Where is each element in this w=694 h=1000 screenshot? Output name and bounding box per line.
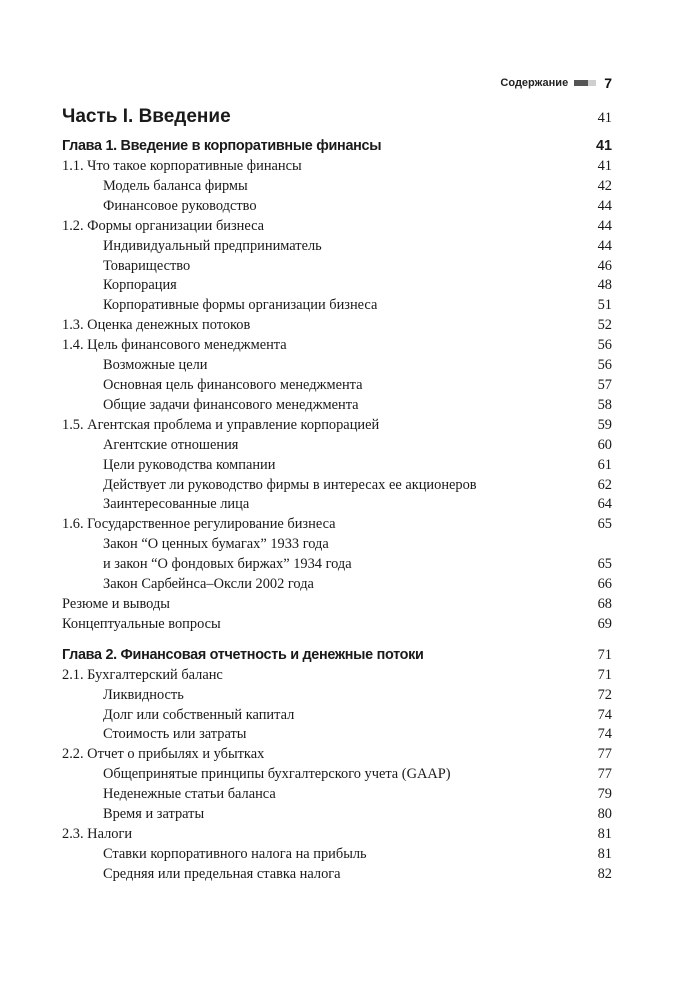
toc-subsection-entry [62, 276, 612, 296]
chapter-title: Глава 1. Введение в корпоративные финансы [62, 138, 382, 154]
entry-title: Модель баланса фирмы [103, 177, 248, 194]
toc-subsection-entry [62, 686, 612, 706]
entry-page: 74 [597, 706, 612, 723]
toc-section-entry [62, 745, 612, 765]
entry-page: 46 [597, 257, 612, 274]
entry-page: 82 [597, 865, 612, 882]
toc-subsection-entry [62, 865, 612, 885]
entry-title: Резюме и выводы [62, 595, 170, 612]
entry-title: Основная цель финансового менеджмента [103, 376, 363, 393]
entry-page: 56 [597, 357, 612, 374]
toc-subsection-entry [62, 456, 612, 476]
toc-section-entry [62, 316, 612, 336]
entry-title: Корпоративные формы организации бизнеса [103, 297, 378, 314]
toc-subsection-entry [62, 376, 612, 396]
toc-subsection-entry [62, 296, 612, 316]
toc-section-entry [62, 595, 612, 615]
entry-title: Долг или собственный капитал [103, 706, 295, 723]
entry-title: Корпорация [103, 277, 177, 294]
header-marker [574, 80, 596, 86]
toc-subsection-entry [62, 845, 612, 865]
entry-page: 56 [597, 337, 612, 354]
running-header [62, 74, 612, 92]
entry-title: Стоимость или затраты [103, 726, 247, 743]
part-title: Часть I. Введение [62, 106, 231, 127]
entry-page: 65 [597, 516, 612, 533]
entry-page: 64 [597, 496, 612, 513]
entry-title: 1.4. Цель финансового менеджмента [62, 337, 287, 354]
entry-title: Индивидуальный предприниматель [103, 237, 322, 254]
part-page: 41 [597, 110, 612, 126]
entry-title: Концептуальные вопросы [62, 615, 221, 632]
toc-subsection-entry [62, 495, 612, 515]
toc-subsection-entry [62, 436, 612, 456]
entry-title: Агентские отношения [103, 436, 239, 453]
toc-subsection-entry [62, 725, 612, 745]
entry-title: 1.6. Государственное регулирование бизнеса [62, 516, 336, 533]
entry-page: 81 [597, 845, 612, 862]
entry-page: 58 [597, 396, 612, 413]
toc-section-entry [62, 515, 612, 535]
entry-page: 69 [597, 615, 612, 632]
entry-title: Средняя или предельная ставка налога [103, 865, 341, 882]
entry-title: 1.3. Оценка денежных потоков [62, 317, 251, 334]
entry-title: Закон “О ценных бумагах” 1933 года [103, 536, 329, 553]
toc-subsection-entry [62, 396, 612, 416]
entry-page: 65 [597, 556, 612, 573]
entry-page: 62 [597, 476, 612, 493]
toc-section-entry [62, 615, 612, 635]
toc-subsection-entry [62, 555, 612, 575]
toc-subsection-entry [62, 257, 612, 277]
entry-title: Цели руководства компании [103, 456, 276, 473]
toc-subsection-entry [62, 476, 612, 496]
toc-section-entry [62, 217, 612, 237]
entry-title: Товарищество [103, 257, 191, 274]
entry-page: 74 [597, 726, 612, 743]
entry-page: 42 [597, 177, 612, 194]
entry-title: и закон “О фондовых биржах” 1934 года [103, 556, 352, 573]
entry-title: Финансовое руководство [103, 197, 257, 214]
toc-subsection-entry [62, 197, 612, 217]
entry-title: 2.2. Отчет о прибылях и убытках [62, 746, 265, 763]
entry-page: 52 [597, 317, 612, 334]
entry-page: 60 [597, 436, 612, 453]
toc-subsection-entry [62, 765, 612, 785]
entry-page: 51 [597, 297, 612, 314]
entry-page: 66 [597, 576, 612, 593]
toc-subsection-entry [62, 706, 612, 726]
entry-title: Ликвидность [103, 686, 184, 703]
entry-page: 72 [597, 686, 612, 703]
toc-section-entry [62, 336, 612, 356]
toc-subsection-entry [62, 356, 612, 376]
entry-title: Заинтересованные лица [103, 496, 250, 513]
running-header-label: Содержание [500, 77, 569, 89]
page-number: 7 [604, 75, 612, 91]
toc-subsection-entry [62, 785, 612, 805]
chapter-title: Глава 2. Финансовая отчетность и денежные потоки [62, 646, 424, 663]
entry-title: 1.1. Что такое корпоративные финансы [62, 158, 302, 174]
entry-page: 44 [597, 237, 612, 254]
entry-title: Возможные цели [103, 357, 208, 374]
entry-page: 44 [597, 217, 612, 234]
toc-section-entry [62, 825, 612, 845]
entry-title: Ставки корпоративного налога на прибыль [103, 845, 367, 862]
table-of-contents [62, 104, 612, 885]
toc-section-entry [62, 416, 612, 436]
entry-page: 61 [597, 456, 612, 473]
entry-page: 57 [597, 376, 612, 393]
toc-section-entry [62, 157, 612, 177]
chapter-page: 41 [595, 138, 612, 154]
chapter-page: 71 [597, 646, 612, 663]
entry-page: 71 [597, 666, 612, 683]
entry-page: 80 [597, 806, 612, 823]
toc-subsection-entry [62, 177, 612, 197]
entry-page: 59 [597, 416, 612, 433]
entry-title: Время и затраты [103, 806, 205, 823]
entry-page: 68 [597, 595, 612, 612]
toc-subsection-entry [62, 805, 612, 825]
entry-title: 1.5. Агентская проблема и управление корпорацией [62, 416, 380, 433]
entry-title: 2.3. Налоги [62, 826, 133, 842]
entry-title: 2.1. Бухгалтерский баланс [62, 666, 223, 683]
entry-page: 48 [597, 277, 612, 294]
toc-subsection-entry [62, 575, 612, 595]
toc-section-entry [62, 666, 612, 686]
entry-title: Закон Сарбейнса–Оксли 2002 года [103, 576, 314, 593]
entry-title: Общепринятые принципы бухгалтерского учета (GAAP) [103, 766, 451, 783]
entry-page: 77 [597, 766, 612, 783]
toc-chapter-entry [62, 135, 612, 157]
entry-page: 41 [597, 158, 612, 174]
toc-subsection-entry [62, 535, 612, 555]
toc-part-entry [62, 104, 612, 131]
entry-page: 44 [597, 197, 612, 214]
toc-subsection-entry [62, 237, 612, 257]
toc-chapter-entry [62, 644, 612, 666]
entry-page: 81 [597, 826, 612, 842]
entry-title: 1.2. Формы организации бизнеса [62, 217, 265, 234]
entry-page: 79 [597, 786, 612, 803]
entry-title: Общие задачи финансового менеджмента [103, 396, 359, 413]
entry-page: 77 [597, 746, 612, 763]
entry-title: Неденежные статьи баланса [103, 786, 276, 803]
entry-title: Действует ли руководство фирмы в интересах ее акционеров [103, 476, 477, 493]
